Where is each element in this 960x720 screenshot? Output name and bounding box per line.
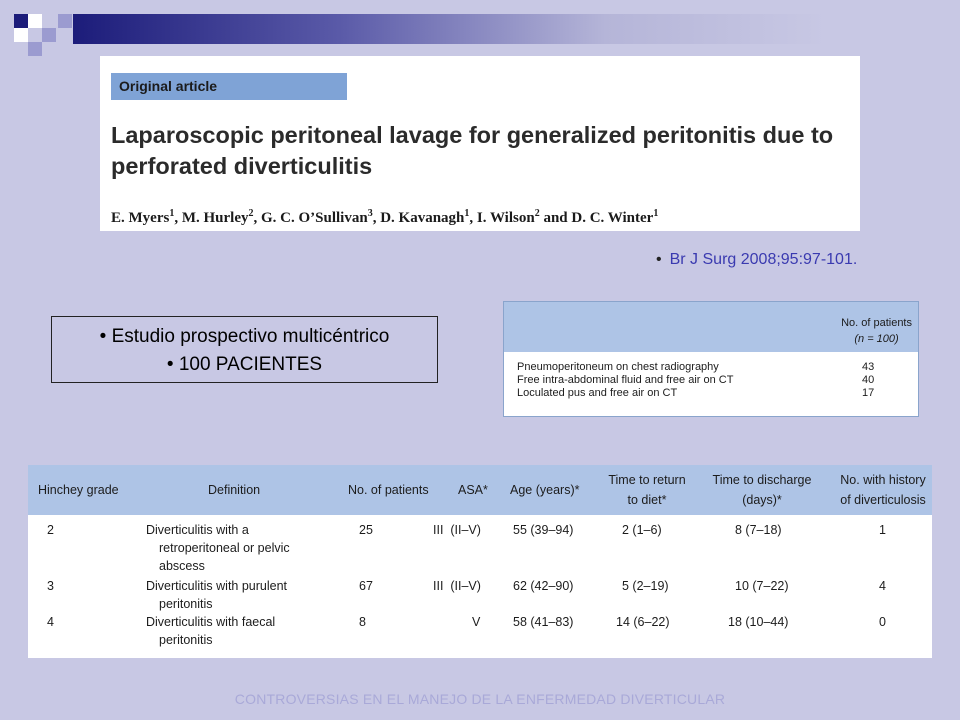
citation bbox=[656, 251, 857, 269]
definition-line: peritonitis bbox=[159, 633, 213, 647]
cell-history: 1 bbox=[879, 523, 886, 537]
col-header-discharge bbox=[706, 470, 818, 510]
decor-square-white bbox=[28, 14, 42, 28]
diagnosis-table bbox=[503, 301, 919, 417]
cell-grade: 4 bbox=[47, 615, 54, 629]
definition-line: retroperitoneal or pelvic bbox=[159, 541, 290, 555]
cell-asa: III (II–V) bbox=[433, 523, 481, 537]
cell-asa: V bbox=[472, 615, 481, 629]
study-summary-box bbox=[51, 316, 438, 383]
col-header-diet-line2: to diet* bbox=[627, 493, 667, 507]
table-row bbox=[504, 361, 918, 374]
patient-count-line: • 100 PACIENTES bbox=[166, 354, 323, 375]
cell-grade: 3 bbox=[47, 579, 54, 593]
patients-header-subline: (n = 100) bbox=[854, 333, 899, 345]
definition-line: Diverticulitis with purulent bbox=[146, 579, 288, 593]
cell-asa: III (II–V) bbox=[433, 579, 481, 593]
cell-discharge: 10 (7–22) bbox=[735, 579, 789, 593]
author-affiliation: 1 bbox=[169, 208, 175, 219]
col-header-patients: No. of patients bbox=[348, 483, 429, 497]
row-value: 17 bbox=[862, 387, 875, 399]
col-header-age: Age (years)* bbox=[510, 483, 580, 497]
decor-square-light bbox=[42, 28, 56, 42]
patients-column-header bbox=[841, 315, 912, 347]
article-title: Laparoscopic peritoneal lavage for generalized peritonitis due to perforated diverticulitis bbox=[111, 122, 834, 179]
row-value: 43 bbox=[862, 361, 875, 373]
slide-footer: CONTROVERSIAS EN EL MANEJO DE LA ENFERMEDAD DIVERTICULAR bbox=[234, 691, 726, 707]
author: E. Myers bbox=[111, 210, 170, 226]
author-affiliation: 1 bbox=[653, 208, 659, 219]
decor-gradient-bar bbox=[73, 14, 960, 44]
author: M. Hurley bbox=[181, 210, 249, 226]
col-header-discharge-line2: (days)* bbox=[742, 493, 782, 507]
cell-age: 55 (39–94) bbox=[513, 523, 574, 537]
diagnosis-table-header bbox=[504, 302, 918, 352]
article-authors: E. Myers$^1$, M. Hurley$^2$, G. C. O’Sullivan$^3$, D. Kavanagh$^1$, I. Wilson$^2$ and D. C. Winter$^1$ bbox=[111, 208, 659, 226]
definition-line: abscess bbox=[159, 559, 205, 573]
decor-square-light bbox=[58, 14, 72, 28]
decor-square-navy bbox=[14, 14, 28, 28]
definition-line: Diverticulitis with faecal bbox=[146, 615, 276, 629]
definition-line: peritonitis bbox=[159, 597, 213, 611]
col-header-history-line2: of diverticulosis bbox=[840, 493, 926, 507]
cell-history: 0 bbox=[879, 615, 886, 629]
cell-history: 4 bbox=[879, 579, 886, 593]
row-value: 40 bbox=[862, 374, 875, 386]
col-header-asa: ASA* bbox=[458, 483, 488, 497]
author-affiliation: 2 bbox=[248, 208, 254, 219]
table-row bbox=[504, 387, 918, 400]
author-affiliation: 1 bbox=[464, 208, 470, 219]
decor-square-light bbox=[28, 42, 42, 56]
diagnosis-table-body bbox=[504, 352, 918, 400]
col-header-history-line1: No. with history bbox=[840, 473, 926, 487]
cell-diet: 5 (2–19) bbox=[622, 579, 669, 593]
cell-definition bbox=[146, 577, 287, 613]
citation-text: Br J Surg 2008;95:97-101. bbox=[669, 251, 858, 268]
cell-discharge: 8 (7–18) bbox=[735, 523, 782, 537]
row-label: Loculated pus and free air on CT bbox=[517, 387, 678, 399]
cell-definition bbox=[146, 521, 290, 575]
cell-patients: 25 bbox=[359, 523, 373, 537]
authors-conjunction: and bbox=[543, 210, 568, 226]
col-header-hinchey: Hinchey grade bbox=[38, 483, 119, 497]
col-header-discharge-line1: Time to discharge bbox=[712, 473, 812, 487]
author: D. C. Winter bbox=[571, 210, 654, 226]
author-affiliation: 3 bbox=[367, 208, 373, 219]
table-row bbox=[504, 374, 918, 387]
author: G. C. O’Sullivan bbox=[260, 210, 368, 226]
col-header-diet bbox=[603, 470, 691, 510]
hinchey-table-header bbox=[28, 465, 932, 515]
author: D. Kavanagh bbox=[380, 210, 465, 226]
row-label: Pneumoperitoneum on chest radiography bbox=[517, 361, 719, 373]
cell-age: 62 (42–90) bbox=[513, 579, 574, 593]
cell-patients: 8 bbox=[359, 615, 366, 629]
study-type-line: • Estudio prospectivo multicéntrico bbox=[99, 326, 390, 347]
article-type-label: Original article bbox=[111, 73, 347, 100]
cell-diet: 14 (6–22) bbox=[616, 615, 670, 629]
patients-header-line: No. of patients bbox=[841, 317, 912, 329]
hinchey-outcomes-table bbox=[28, 465, 932, 658]
article-header-image bbox=[100, 56, 860, 231]
cell-definition bbox=[146, 613, 275, 649]
bullet: • bbox=[656, 251, 662, 268]
cell-patients: 67 bbox=[359, 579, 373, 593]
cell-diet: 2 (1–6) bbox=[622, 523, 662, 537]
cell-age: 58 (41–83) bbox=[513, 615, 574, 629]
author-affiliation: 2 bbox=[534, 208, 540, 219]
col-header-definition: Definition bbox=[208, 483, 261, 497]
definition-line: Diverticulitis with a bbox=[146, 523, 249, 537]
decor-square-white bbox=[14, 28, 28, 42]
row-label: Free intra-abdominal fluid and free air on CT bbox=[517, 374, 734, 386]
cell-discharge: 18 (10–44) bbox=[728, 615, 789, 629]
cell-grade: 2 bbox=[47, 523, 54, 537]
author: I. Wilson bbox=[476, 210, 535, 226]
col-header-history bbox=[834, 470, 932, 510]
col-header-diet-line1: Time to return bbox=[608, 473, 686, 487]
